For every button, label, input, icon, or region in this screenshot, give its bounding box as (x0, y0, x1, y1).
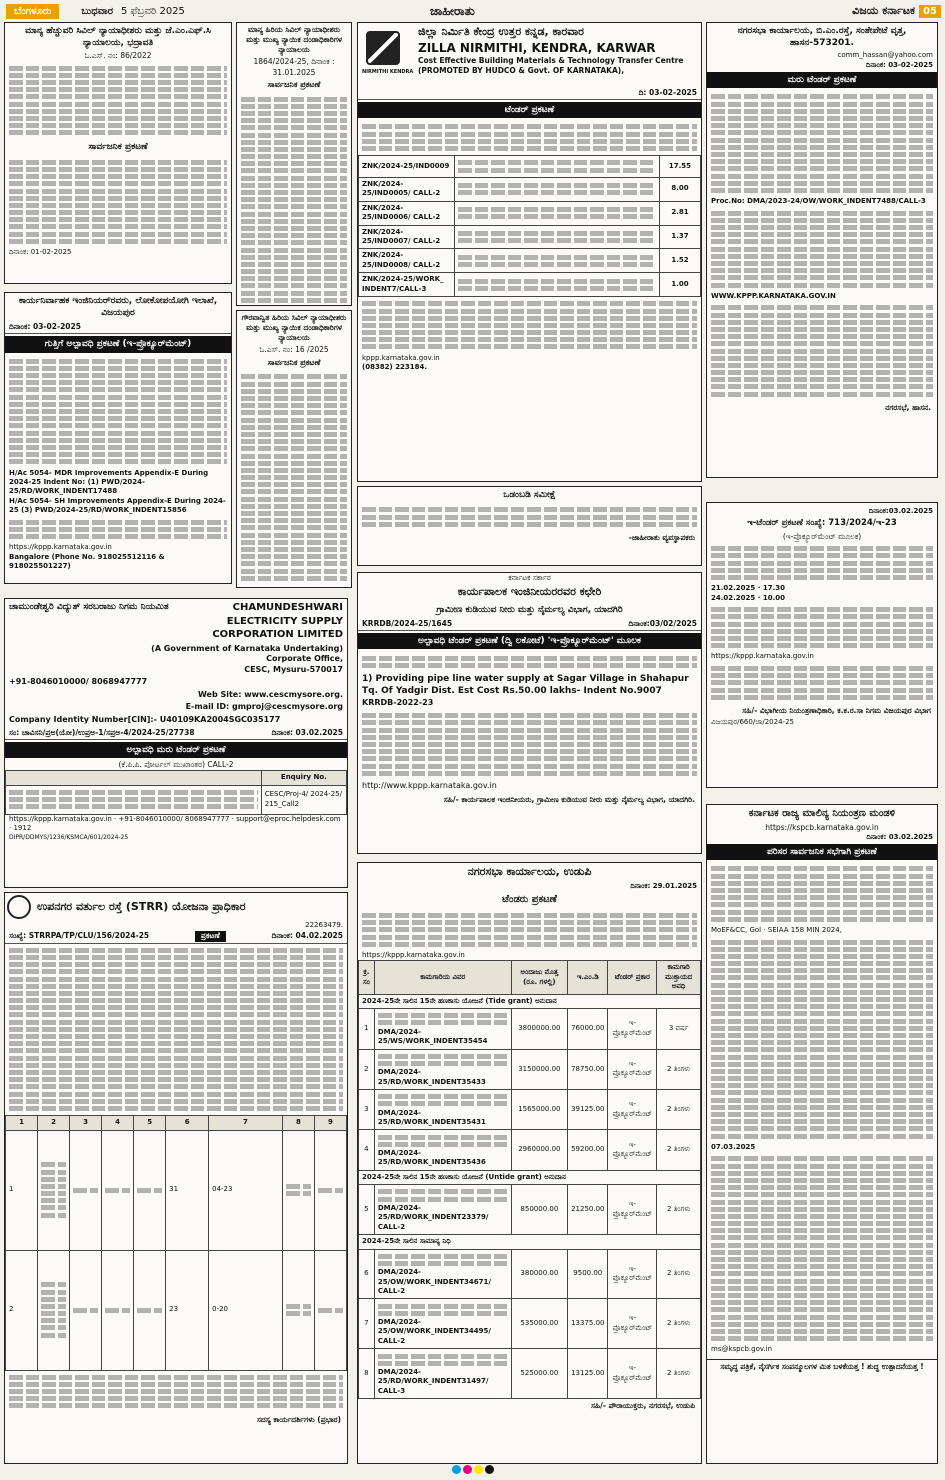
table-group-row (359, 994, 701, 1008)
strr-row-use (282, 1130, 314, 1250)
mid-body (358, 503, 701, 531)
udupi-row-amount: 850000.00 (511, 1185, 567, 1235)
zilla-title-kn: ಜಿಲ್ಲಾ ನಿರ್ಮಿತಿ ಕೇಂದ್ರ ಉತ್ತರ ಕನ್ನಡ, ಕಾರವಾರ (418, 25, 584, 38)
zilla-row-code: ZNK/2024-25/IND0006/ CALL-2 (359, 201, 455, 225)
kspcb-date: ದಿನಾಂಕ: 03.02.2025 (866, 832, 933, 841)
court3-case: ಓ.ಎಸ್. ನಂ: 16 /2025 (259, 345, 329, 355)
cesc-city: CESC, Mysuru-570017 (244, 665, 343, 675)
pwd-body-2 (5, 516, 231, 544)
strr-row-village (134, 1250, 166, 1370)
krtc-date2: 24.02.2025 (711, 593, 756, 602)
udupi-row-amount: 380000.00 (511, 1249, 567, 1299)
udupi-head-amount: ಅಂದಾಜು ಮೊತ್ತ (ರೂ. ಗಳಲ್ಲಿ) (511, 961, 567, 994)
krtc-sig: ಸಹಿ/- ವಿಭಾಗೀಯ ನಿಯಂತ್ರಣಾಧಿಕಾರಿ, ಕ.ಕ.ರ.ಸಾ ನಿಗಮ ವಿಜಯಪುರ ವಿಭಾಗ (742, 705, 931, 715)
kspcb-moef: MoEF&CC, Gol (711, 925, 762, 934)
strr-row-owner (38, 1130, 70, 1250)
udupi-row-indent: DMA/2024-25/OW/WORK_INDENT34495/ CALL-2 (377, 1318, 491, 1345)
hassan-site[interactable]: WWW.KPPP.KARNATAKA.GOV.IN (711, 291, 836, 300)
zilla-row-code: ZNK/2024-25/IND0008/ CALL-2 (359, 249, 455, 273)
court-notice (4, 22, 232, 284)
day-label: ಬುಧವಾರ (81, 5, 114, 17)
zilla-notice: ಟೆಂಡರ್ ಪ್ರಕಟಣೆ (358, 102, 701, 118)
hassan-title: ನಗರಸಭಾ ಕಾರ್ಯಾಲಯ, ಬಿ.ಎಂ.ರಸ್ತೆ, ಸಂತೇಪೇಟೆ ವೃತ್ತ, ಹಾಸನ-573201. (737, 26, 907, 49)
page-number: 05 (919, 5, 941, 18)
hassan-sig: ನಗರಸಭೆ, ಹಾಸನ. (885, 402, 931, 412)
udupi-group-label: 2024-25ನೇ ಸಾಲಿನ 15ನೇ ಹಣಕಾಸು ಯೋಜನೆ (Untide grant) ಅನುದಾನ (359, 1170, 701, 1184)
court3-title: ಗೌರವಾನ್ವಿತ ಹಿರಿಯ ಸಿವಿಲ್ ನ್ಯಾಯಾಧೀಶರು ಮತ್ತು ಮುಖ್ಯ ನ್ಯಾಯಿಕ ದಂಡಾಧಿಕಾರಿಗಳ ನ್ಯಾಯಾಲಯ (241, 313, 347, 343)
yadgir-sig: ಸಹಿ/- ಕಾರ್ಯಪಾಲಕ ಇಂಜಿನೀಯರು, ಗ್ರಾಮೀಣ ಕುಡಿಯುವ ನೀರು ಮತ್ತು ನೈರ್ಮಲ್ಯ ವಿಭಾಗ, ಯಾದಗಿರಿ. (443, 794, 695, 804)
udupi-row-indent: DMA/2024-25/OW/WORK_INDENT34671/ CALL-2 (377, 1268, 491, 1296)
zilla-site[interactable]: kppp.karnataka.gov.in (362, 353, 440, 362)
kspcb-notice: ಕರ್ನಾಟಕ ರಾಜ್ಯ ಮಾಲಿನ್ಯ ನಿಯಂತ್ರಣ ಮಂಡಳಿ https://kspcb.karnataka.gov.in ದಿನಾಂಕ: 03.02.2025 ಪರಿಸರ ಸಾರ್ವಜನಿಕ ಸಭೆಗಾಗಿ ಪ್ರಕಟಣೆ MoEF&CC, Gol · SEIAA 158 MIN 2024, 07.03.2025 ms@kspcb.gov.in ಸಮೃದ್ಧ ಪತ್ರಿಕೆ, ನೈಸರ್ಗಿಕ ಸಂಪನ್ಮೂಲಗಳ ಮಿತ ಬಳಕೆಯತ್ತ ! ಶುದ್ಧ ಉತ್ಪಾದನೆಯತ್ತ ! (706, 804, 938, 1464)
table-row (359, 249, 701, 273)
udupi-row-emd: 78750.00 (568, 1049, 608, 1089)
table-row (359, 1185, 701, 1235)
zilla-row-code: ZNK/2024-25/WORK_ INDENT7/CALL-3 (359, 273, 455, 297)
cesc-email[interactable]: E-mail ID: gmproj@cescmysore.org (185, 702, 343, 712)
table-group-row (359, 1235, 701, 1249)
court2-title: ಮಾನ್ಯ ಹಿರಿಯ ಸಿವಿಲ್ ನ್ಯಾಯಾಧೀಶರು ಮತ್ತು ಮುಖ್ಯ ನ್ಯಾಯಿಕ ದಂಡಾಧಿಕಾರಿಗಳ ನ್ಯಾಯಾಲಯ (246, 25, 342, 55)
udupi-title: ನಗರಸಭಾ ಕಾರ್ಯಾಲಯ, ಉಡುಪಿ (467, 865, 592, 878)
krtc-tender: ದಿನಾಂಕ:03.02.2025 ಇ-ಟೆಂಡರ್ ಪ್ರಕಟಣೆ ಸಂಖ್ಯೆ: 713/2024/ಇ-23 (ಇ-ಪ್ರೊಕ್ಯೂರ್‌ಮೆಂಟ್ ಮೂಲಕ) 21.02.2025 · 17.30 24.02.2025 · 10.00 https://kppp.karnataka.gov.in ಸಹಿ/- ವಿಭಾಗೀಯ ನಿಯಂತ್ರಣಾಧಿಕಾರಿ, ಕ.ಕ.ರ.ಸಾ ನಿಗಮ ವಿಜಯಪುರ ವಿಭಾಗ ವಿಜಯಪುರ/660/ಜಾ/2024-25 (706, 502, 938, 788)
zilla-row-amount: 1.37 (659, 225, 700, 249)
strr-row-extent: 04-23 (209, 1130, 283, 1250)
strr-row-taluk (70, 1250, 102, 1370)
cesc-enquiry-head: Enquiry No. (261, 771, 346, 785)
yadgir-code: KRRDB-2022-23 (362, 698, 434, 708)
kspcb-title: ಕರ್ನಾಟಕ ರಾಜ್ಯ ಮಾಲಿನ್ಯ ನಿಯಂತ್ರಣ ಮಂಡಳಿ (748, 808, 896, 819)
mid-notice (357, 486, 702, 566)
udupi-row-period: 2 ತಿಂಗಳು (657, 1349, 701, 1399)
kspcb-meeting: 07.03.2025 (711, 1142, 756, 1151)
kspcb-email[interactable]: ms@kspcb.gov.in (711, 1345, 773, 1354)
cesc-gov: (A Government of Karnataka Undertaking) (151, 643, 343, 653)
kspcb-seiaa: SEIAA 158 MIN 2024, (767, 925, 842, 934)
udupi-head-type: ಟೆಂಡರ್ ಪ್ರಕಾರ (608, 961, 657, 994)
kspcb-body-3 (707, 1152, 937, 1345)
udupi-row-type: ಇ- ಪ್ರೊಕ್ಯೂರ್‌ಮೆಂಟ್ (608, 1349, 657, 1399)
pwd-date: ದಿನಾಂಕ: 03-02-2025 (9, 322, 81, 332)
krtc-time1: 17.30 (762, 584, 785, 593)
udupi-row-type: ಇ- ಪ್ರೊಕ್ಯೂರ್‌ಮೆಂಟ್ (608, 1009, 657, 1049)
udupi-row-work (374, 1249, 511, 1299)
zilla-row-amount: 1.52 (659, 249, 700, 273)
udupi-row-no: 7 (359, 1299, 375, 1349)
udupi-row-period: 3 ವರ್ಷ (657, 1009, 701, 1049)
strr-row-no: 1 (6, 1130, 38, 1250)
udupi-site[interactable]: https://kppp.karnataka.gov.in (362, 950, 465, 959)
yadgir-tender (357, 572, 702, 854)
court2-notice: ಸಾರ್ವಜನಿಕ ಪ್ರಕಟಣೆ (267, 79, 321, 89)
page-header (0, 0, 945, 22)
udupi-table (358, 960, 701, 1399)
udupi-group-label: 2024-25ನೇ ಸಾಲಿನ 15ನೇ ಹಣಕಾಸು ಯೋಜನೆ (Tide grant) ಅನುದಾನ (359, 994, 701, 1008)
strr-row-new (314, 1250, 346, 1370)
udupi-row-amount: 3150000.00 (511, 1049, 567, 1089)
cyan-dot-icon (452, 1465, 461, 1474)
table-row (359, 1349, 701, 1399)
udupi-row-type: ಇ- ಪ್ರೊಕ್ಯೂರ್‌ಮೆಂಟ್ (608, 1130, 657, 1170)
hassan-indent: Proc.No: DMA/2023-24/OW/WORK_INDENT7488/CALL-3 (711, 197, 926, 206)
krtc-ref: ವಿಜಯಪುರ/660/ಜಾ/2024-25 (711, 718, 794, 727)
pwd-tender (4, 292, 232, 584)
zilla-row-code: ZNK/2024-25/IND0005/ CALL-2 (359, 177, 455, 201)
strr-ref: ಸಂಖ್ಯೆ: STRRPA/TP/CLU/156/2024-25 (9, 931, 150, 941)
cesc-dipr: DIPR/DDMYS/1236/KSMCA/601/2024-25 (9, 833, 129, 841)
table-row (359, 156, 701, 178)
yadgir-work: 1) Providing pipe line water supply at Sagar Village in Shahapur Tq. Of Yadgir Dist. Est Cost Rs.50.00 lakhs- Indent No.9007 (362, 673, 689, 697)
strr-row-hobli (102, 1250, 134, 1370)
cesc-cin: Company Identity Number[CIN]:- U40109KA2004SGC035177 (9, 715, 281, 725)
zilla-row-code: ZNK/2024-25/IND0007/ CALL-2 (359, 225, 455, 249)
cesc-phone: +91-8046010000/ 8068947777 (9, 676, 148, 686)
cesc-tender: ಚಾಮುಂಡೇಶ್ವರಿ ವಿದ್ಯುತ್ ಸರಬರಾಜು ನಿಗಮ ನಿಯಮಿತ CHAMUNDESHWARI ELECTRICITY SUPPLY CORPORATION LIMITED (A Government of Karnataka Undertaking) Corporate Office, CESC, Mysuru-570017 +91-8046010000/ 8068947777 Web Site: www.cescmysore.org. E-mail ID: gmproj@cescmysore.org Company Identity Number[CIN]:- U40109KA2004SGC035177 ಸಂ: ಚಾವಿಸನಿ/ಪ್ರಅ(ಯೋ)/ಉಪ್ರಅ-1/ಸಪ್ರಅ-4/2024-25/27738 ದಿನಾಂಕ: 03.02.2025 ಅಲ್ಪಾವಧಿ ಮರು ಟೆಂಡರ್ ಪ್ರಕಟಣೆ (ಕೆ.ಪಿ.ಪಿ. ಪೋರ್ಟಲ್ ಮುಖಾಂತರ) CALL-2 Enquiry No. CESC/Proj-4/ 2024-25/ 215_Call2 https://kppp.karnataka.gov.in · +91-8046010000/ 8068947777 · support@eproc.helpdesk.com · 1912 DIPR/DDMYS/1236/KSMCA/601/2024-25 (4, 598, 348, 888)
yadgir-title-2: ಗ್ರಾಮೀಣ ಕುಡಿಯುವ ನೀರು ಮತ್ತು ನೈರ್ಮಲ್ಯ ವಿಭಾಗ, ಯಾದಗಿರಿ (436, 604, 623, 615)
mid-sig: -ಜಾಹೀರಾತು ವ್ಯವಸ್ಥಾಪಕರು (628, 532, 695, 542)
kspcb-footer: ಸಮೃದ್ಧ ಪತ್ರಿಕೆ, ನೈಸರ್ಗಿಕ ಸಂಪನ್ಮೂಲಗಳ ಮಿತ ಬಳಕೆಯತ್ತ ! ಶುದ್ಧ ಉತ್ಪಾದನೆಯತ್ತ ! (707, 1359, 937, 1374)
udupi-row-work (374, 1130, 511, 1170)
cesc-call: (ಕೆ.ಪಿ.ಪಿ. ಪೋರ್ಟಲ್ ಮುಖಾಂತರ) CALL-2 (118, 760, 234, 770)
udupi-row-type: ಇ- ಪ್ರೊಕ್ಯೂರ್‌ಮೆಂಟ್ (608, 1249, 657, 1299)
pwd-title: ಕಾರ್ಯನಿರ್ವಾಹಕ ಇಂಜಿನಿಯರ್‌ರವರು, ಲೋಕೋಪಯೋಗಿ ಇಲಾಖೆ, ವಿಜಯಪುರ (18, 296, 218, 319)
strr-notice (4, 892, 348, 1464)
udupi-row-amount: 3800000.00 (511, 1009, 567, 1049)
zilla-phone: (08382) 223184. (362, 363, 428, 372)
strr-notice-label: ಪ್ರಕಟಣೆ (195, 931, 226, 941)
udupi-row-work (374, 1299, 511, 1349)
udupi-row-work (374, 1009, 511, 1049)
cesc-web[interactable]: Web Site: www.cescmysore.org. (197, 689, 343, 699)
pwd-work-1: H/Ac 5054- MDR Improvements Appendix-E During 2024-25 Indent No: (1) PWD/2024-25/RD/WORK_INDENT17488 (9, 468, 209, 496)
court-body-2 (5, 156, 231, 248)
udupi-row-period: 2 ತಿಂಗಳು (657, 1249, 701, 1299)
kspcb-notice-label: ಪರಿಸರ ಸಾರ್ವಜನಿಕ ಸಭೆಗಾಗಿ ಪ್ರಕಟಣೆ (707, 844, 937, 860)
krtc-body-3 (707, 662, 937, 704)
krtc-date1: 21.02.2025 (711, 584, 756, 593)
magenta-dot-icon (463, 1465, 472, 1474)
court3-notice: ಸಾರ್ವಜನಿಕ ಪ್ರಕಟಣೆ (267, 357, 321, 367)
cesc-site[interactable]: https://kppp.karnataka.gov.in (9, 814, 112, 823)
table-row (359, 1130, 701, 1170)
table-row (359, 1089, 701, 1129)
udupi-head-period: ಕಾಮಗಾರಿ ಮುಕ್ತಾಯದ ಅವಧಿ (657, 961, 701, 994)
udupi-row-amount: 525000.00 (511, 1349, 567, 1399)
udupi-row-work (374, 1049, 511, 1089)
table-row (6, 1250, 347, 1370)
strr-row-hobli (102, 1130, 134, 1250)
zilla-body (358, 297, 701, 354)
cesc-title-kn: ಚಾಮುಂಡೇಶ್ವರಿ ವಿದ್ಯುತ್ ಸರಬರಾಜು ನಿಗಮ ನಿಯಮಿತ (9, 602, 169, 612)
udupi-row-type: ಇ- ಪ್ರೊಕ್ಯೂರ್‌ಮೆಂಟ್ (608, 1049, 657, 1089)
udupi-row-no: 8 (359, 1349, 375, 1399)
cesc-number: 1912 (13, 824, 32, 833)
udupi-row-no: 6 (359, 1249, 375, 1299)
table-row (359, 1049, 701, 1089)
cesc-date: ದಿನಾಂಕ: 03.02.2025 (271, 728, 343, 738)
nirmithi-logo-icon (366, 31, 400, 65)
strr-row-no: 2 (6, 1250, 38, 1370)
strr-row-survey: 31 (166, 1130, 209, 1250)
udupi-head-no: ಕ್ರ. ಸಂ (359, 961, 375, 994)
strr-row-taluk (70, 1130, 102, 1250)
udupi-row-indent: DMA/2024-25/RD/WORK_INDENT31497/ CALL-3 (377, 1367, 489, 1395)
udupi-row-amount: 1565000.00 (511, 1089, 567, 1129)
pwd-body (5, 355, 231, 469)
table-group-row (359, 1170, 701, 1184)
udupi-row-no: 1 (359, 1009, 375, 1049)
cesc-helpline: +91-8046010000/ 8068947777 (118, 814, 230, 823)
udupi-row-period: 2 ತಿಂಗಳು (657, 1089, 701, 1129)
udupi-row-period: 2 ತಿಂಗಳು (657, 1185, 701, 1235)
kspcb-body (707, 862, 937, 926)
yellow-dot-icon (474, 1465, 483, 1474)
zilla-row-desc (454, 156, 659, 178)
cesc-enquiry: CESC/Proj-4/ 2024-25/ 215_Call2 (261, 785, 346, 814)
court-notice-2 (236, 22, 352, 306)
strr-logo-icon (7, 895, 31, 919)
table-row (359, 1299, 701, 1349)
krtc-sub: (ಇ-ಪ್ರೊಕ್ಯೂರ್‌ಮೆಂಟ್ ಮೂಲಕ) (782, 531, 862, 541)
udupi-row-no: 3 (359, 1089, 375, 1129)
zilla-row-amount: 8.00 (659, 177, 700, 201)
cesc-ref: ಸಂ: ಚಾವಿಸನಿ/ಪ್ರಅ(ಯೋ)/ಉಪ್ರಅ-1/ಸಪ್ರಅ-4/2024-25/27738 (9, 728, 195, 738)
cesc-support[interactable]: support@eproc.helpdesk.com (236, 814, 341, 823)
udupi-row-emd: 39125.00 (568, 1089, 608, 1129)
udupi-row-indent: DMA/2024-25/RD/WORK_INDENT35431 (377, 1108, 486, 1126)
strr-title: ಉಪನಗರ ವರ್ತುಲ ರಸ್ತೆ (STRR) ಯೋಜನಾ ಪ್ರಾಧಿಕಾರ (37, 899, 246, 913)
edition-label: ಬೆಂಗಳೂರು (6, 4, 59, 19)
strr-row-extent: 0-20 (209, 1250, 283, 1370)
strr-row-new (314, 1130, 346, 1250)
strr-row-survey: 23 (166, 1250, 209, 1370)
kspcb-site[interactable]: https://kspcb.karnataka.gov.in (765, 822, 879, 832)
cesc-title-en: CHAMUNDESHWARI ELECTRICITY SUPPLY CORPORATION LIMITED (212, 602, 343, 640)
udupi-row-no: 5 (359, 1185, 375, 1235)
hassan-body-2 (707, 207, 937, 292)
udupi-row-emd: 13375.00 (568, 1299, 608, 1349)
krtc-time2: 10.00 (762, 593, 785, 602)
court-title: ಮಾನ್ಯ ಹೆಚ್ಚುವರಿ ಸಿವಿಲ್ ನ್ಯಾಯಾಧೀಶರು ಮತ್ತು ಜೆ.ಎಂ.ಎಫ್.ಸಿ ನ್ಯಾಯಾಲಯ, ಭದ್ರಾವತಿ (25, 26, 211, 49)
court-date: ದಿನಾಂಕ: 01-02-2025 (9, 248, 72, 257)
udupi-row-indent: DMA/2024-25/RD/WORK_INDENT35436 (377, 1148, 486, 1167)
table-row (359, 1249, 701, 1299)
krtc-body (707, 542, 937, 584)
court-body (5, 61, 231, 139)
udupi-row-work (374, 1089, 511, 1129)
strr-table: 1 2 3 4 5 6 7 8 9 1 31 04-23 2 23 0-20 (5, 1115, 347, 1370)
cesc-notice: ಅಲ್ಪಾವಧಿ ಮರು ಟೆಂಡರ್ ಪ್ರಕಟಣೆ (5, 742, 347, 758)
yadgir-notice: ಅಲ್ಪಾವಧಿ ಟೆಂಡರ್ ಪ್ರಕಟಣೆ (ದ್ವಿ ಲಕೋಟೆ) 'ಇ-ಪ್ರೊಕ್ಯೂರ್‌ಮೆಂಟ್' ಮೂಲಕ (358, 633, 701, 649)
udupi-body (358, 909, 701, 951)
yadgir-ref: KRRDB/2024-25/1645 (362, 619, 453, 629)
yadgir-date: ದಿನಾಂಕ:03/02/2025 (628, 619, 697, 629)
udupi-row-emd: 76000.00 (568, 1009, 608, 1049)
udupi-row-indent: DMA/2024-25/RD/WORK_INDENT35433 (377, 1068, 486, 1086)
udupi-row-period: 2 ತಿಂಗಳು (657, 1049, 701, 1089)
yadgir-body-2 (358, 709, 701, 780)
udupi-row-work (374, 1185, 511, 1235)
udupi-group-label: 2024-25ನೇ ಸಾಲಿನ ಸಾಮಾನ್ಯ ನಿಧಿ (359, 1235, 701, 1249)
nirmithi-logo-label: NIRMITHI KENDRA (362, 69, 414, 75)
zilla-intro (358, 120, 701, 155)
zilla-nirmithi-tender (357, 22, 702, 482)
black-dot-icon (485, 1465, 494, 1474)
hassan-tender (706, 22, 938, 478)
zilla-row-amount: 1.00 (659, 273, 700, 297)
yadgir-title: ಕಾರ್ಯಪಾಲಕ ಇಂಜಿನೀಯರರವರ ಕಛೇರಿ (457, 585, 602, 599)
strr-row-owner (38, 1250, 70, 1370)
table-row (359, 273, 701, 297)
zilla-title-en: ZILLA NIRMITHI, KENDRA, KARWAR (418, 40, 656, 55)
zilla-row-desc (454, 249, 659, 273)
date-label: 5 ಫೆಬ್ರವರಿ 2025 (121, 5, 185, 17)
udupi-row-emd: 21250.00 (568, 1185, 608, 1235)
strr-phone: 22263479. (305, 921, 343, 929)
udupi-row-amount: 2960000.00 (511, 1130, 567, 1170)
udupi-row-type: ಇ- ಪ್ರೊಕ್ಯೂರ್‌ಮೆಂಟ್ (608, 1185, 657, 1235)
court-notice-title: ಸಾರ್ವಜನಿಕ ಪ್ರಕಟಣೆ (88, 142, 148, 153)
udupi-row-emd: 59200.00 (568, 1130, 608, 1170)
krtc-site[interactable]: https://kppp.karnataka.gov.in (711, 652, 814, 661)
court2-code: 1864/2024-25, ದಿನಾಂಕ : 31.01.2025 (253, 57, 335, 77)
hassan-body-3 (707, 301, 937, 401)
strr-body-2 (5, 1371, 347, 1413)
zilla-row-amount: 2.81 (659, 201, 700, 225)
pwd-site[interactable]: https://kppp.karnataka.gov.in (9, 543, 112, 552)
court3-body (237, 370, 351, 585)
udupi-row-amount: 535000.00 (511, 1299, 567, 1349)
cesc-office: Corporate Office, (266, 654, 343, 664)
zilla-tag: Cost Effective Building Materials & Technology Transfer Centre (418, 56, 684, 66)
udupi-row-work (374, 1349, 511, 1399)
kspcb-body-2 (707, 935, 937, 1142)
table-row (359, 201, 701, 225)
table-row (359, 1009, 701, 1049)
strr-date: ದಿನಾಂಕ: 04.02.2025 (271, 931, 343, 941)
table-row (359, 177, 701, 201)
udupi-date: ದಿನಾಂಕ: 29.01.2025 (630, 881, 697, 890)
section-label: ಜಾಹೀರಾತು (430, 3, 475, 18)
court-notice-3 (236, 310, 352, 588)
yadgir-site[interactable]: http://www.kppp.karnataka.gov.in (362, 780, 497, 790)
zilla-date: ದಿ: 03-02-2025 (638, 88, 697, 97)
udupi-row-no: 2 (359, 1049, 375, 1089)
print-registration-marks (0, 1464, 945, 1477)
pwd-notice: ಗುತ್ತಿಗೆ ಅಲ್ಪಾವಧಿ ಪ್ರಕಟಣೆ (ಇ-ಪ್ರೊಕ್ಯೂರ್‌ಮೆಂಟ್) (5, 336, 231, 352)
udupi-row-indent: DMA/2024-25/WS/WORK_INDENT35454 (377, 1027, 488, 1046)
zilla-row-desc (454, 201, 659, 225)
udupi-row-type: ಇ- ಪ್ರೊಕ್ಯೂರ್‌ಮೆಂಟ್ (608, 1089, 657, 1129)
zilla-promo: (PROMOTED BY HUDCO & Govt. OF KARNATAKA), (418, 66, 625, 76)
hassan-body (707, 90, 937, 197)
udupi-row-emd: 9500.00 (568, 1249, 608, 1299)
mid-title: ಒಡಂಬಡಿ ಸಮೀಕ್ಷೆ (503, 490, 556, 500)
udupi-tender (357, 862, 702, 1464)
strr-row-village (134, 1130, 166, 1250)
udupi-head-work: ಕಾಮಗಾರಿಯ ವಿವರ (374, 961, 511, 994)
zilla-row-desc (454, 225, 659, 249)
hassan-notice: ಮರು ಟೆಂಡರ್ ಪ್ರಕಟಣೆ (707, 72, 937, 88)
court-case: ಓ.ಎಸ್. ನಂ: 86/2022 (84, 51, 152, 61)
zilla-row-desc (454, 273, 659, 297)
cesc-table (5, 770, 347, 814)
udupi-row-type: ಇ- ಪ್ರೊಕ್ಯೂರ್‌ಮೆಂಟ್ (608, 1299, 657, 1349)
pwd-work-2: H/Ac 5054- SH Improvements Appendix-E During 2024-25 (3) PWD/2024-25/RD/WORK_INDENT15856 (9, 496, 226, 515)
pwd-phone: Bangalore (Phone No. 918025512116 & 918025501227) (9, 552, 165, 571)
udupi-notice: ಟೆಂಡರು ಪ್ರಕಟಣೆ (502, 894, 557, 906)
zilla-row-amount: 17.55 (659, 156, 700, 178)
table-row (359, 225, 701, 249)
udupi-row-emd: 13125.00 (568, 1349, 608, 1399)
krtc-body-2 (707, 603, 937, 652)
strr-row-use (282, 1250, 314, 1370)
yadgir-body (358, 651, 701, 672)
udupi-row-indent: DMA/2024-25/RD/WORK_INDENT23379/ CALL-2 (377, 1203, 489, 1231)
strr-sig: ಸದಸ್ಯ ಕಾರ್ಯದರ್ಶಿಗಳು (ಪ್ರಭಾರ) (256, 1414, 341, 1424)
paper-logo: ವಿಜಯ ಕರ್ನಾಟಕ (852, 4, 915, 17)
udupi-sig: ಸಹಿ/- ಪೌರಾಯುಕ್ತರು, ನಗರಸಭೆ, ಉಡುಪಿ (590, 1401, 695, 1411)
yadgir-gov: ಕರ್ನಾಟಕ ಸರ್ಕಾರ (508, 573, 551, 582)
krtc-date: ದಿನಾಂಕ:03.02.2025 (868, 507, 933, 515)
udupi-row-no: 4 (359, 1130, 375, 1170)
udupi-head-emd: ಇ.ಎಂ.ಡಿ (568, 961, 608, 994)
hassan-date: ದಿನಾಂಕ: 03-02-2025 (865, 60, 933, 69)
zilla-table (358, 155, 701, 297)
krtc-notice: ಇ-ಟೆಂಡರ್ ಪ್ರಕಟಣೆ ಸಂಖ್ಯೆ: 713/2024/ಇ-23 (747, 518, 897, 529)
udupi-row-period: 2 ತಿಂಗಳು (657, 1130, 701, 1170)
zilla-row-code: ZNK/2024-25/IND0009 (359, 156, 455, 178)
strr-body (5, 944, 347, 1116)
table-row (6, 1130, 347, 1250)
zilla-row-desc (454, 177, 659, 201)
hassan-email: comm_hassan@yahoo.com (837, 51, 933, 60)
court2-body (237, 92, 351, 306)
udupi-row-period: 2 ತಿಂಗಳು (657, 1299, 701, 1349)
